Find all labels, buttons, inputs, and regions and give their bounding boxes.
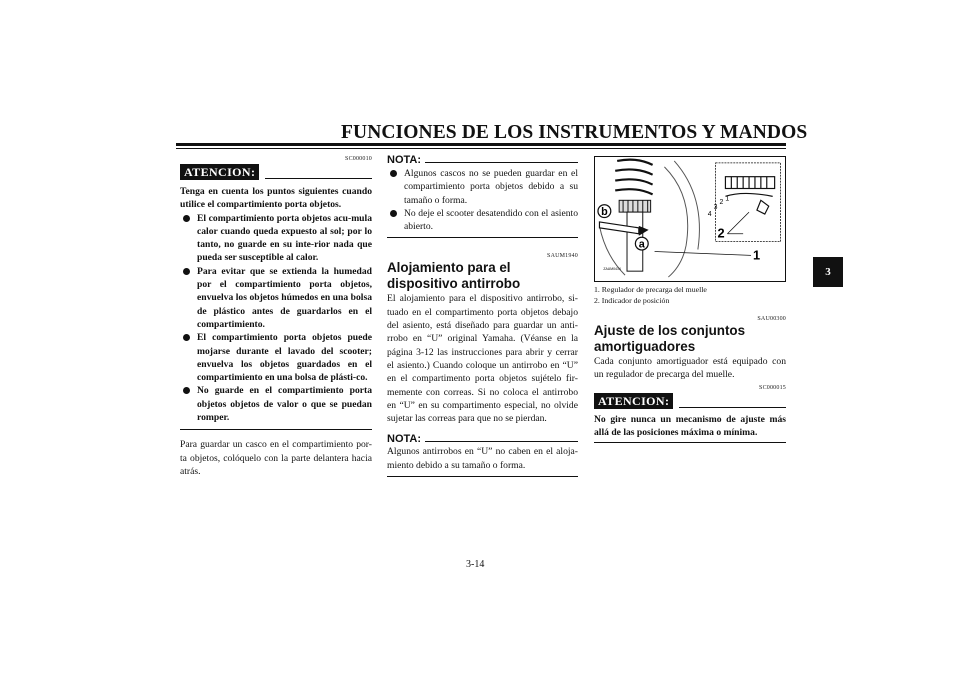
scale-mark: 4 [707, 211, 712, 219]
caution-badge: ATENCION: [180, 164, 259, 180]
caution-list [180, 212, 372, 425]
caution-item: El compartimiento porta objetos acu-mula calor cuando queda expuesto al sol; por lo tanto, no guarde en su inte-rior nada que pueda ser susceptible al calor. [180, 212, 372, 265]
reference-code: SC000015 [759, 384, 786, 391]
page-title: FUNCIONES DE LOS INSTRUMENTOS Y MANDOS [341, 122, 808, 143]
adjuster-ring [619, 200, 650, 212]
nota-label: NOTA: [387, 433, 422, 446]
header-rule [176, 143, 786, 146]
reference-code: SAU00300 [757, 316, 786, 322]
scale-mark: 1 [725, 195, 730, 203]
caution-rule [265, 178, 372, 179]
antitheft-paragraph: El alojamiento para el dispositivo antirrobo, si-tuado en el compartimento porta objetos debajo del asiento, está diseñado para guardar un anti-rrobo en “U” original Yamaha. (Véanse en la página 3-12 las instrucciones para abrir y cerrar el asiento.) Cuando coloque un antirrobo en “U” en el compartimento porta objetos sujételo fir-memente con correas. Si no coloca el antirrobo en “U” en su compartimento especial, no olvide sujetar las correas para que no se pierdan. [387, 293, 578, 425]
section-heading: Alojamiento para el dispositivo antirrobo [387, 260, 521, 291]
section-divider [180, 429, 372, 430]
caution-text: No gire nunca un mecanismo de ajuste más allá de las posiciones máxima o mínima. [594, 413, 786, 438]
caution-rule [679, 407, 786, 408]
section-divider [387, 476, 578, 477]
chapter-tab[interactable]: 3 [813, 257, 843, 287]
caution-item: Para evitar que se extienda la humedad por el compartimiento porta objetos, envuelva los objetos húmedos en una bolsa de plástico antes de guardarlos en el compartimiento. [180, 265, 372, 331]
bullet-icon [390, 170, 397, 177]
nota-item: No deje el scooter desatendido con el asiento abierto. [387, 207, 578, 234]
nota-item: Algunos cascos no se pueden guardar en el compartimiento porta objetos debido a su tamaño o forma. [387, 167, 578, 207]
callout-label: 2 [717, 225, 725, 241]
figure-code: ZAUM0414 [603, 267, 621, 272]
column-1 [180, 156, 372, 478]
scale-mark: 2 [719, 199, 724, 207]
caution-badge: ATENCION: [594, 393, 673, 409]
bullet-icon [390, 210, 397, 217]
column-3 [594, 156, 786, 443]
section-divider [594, 442, 786, 443]
column-2 [387, 154, 578, 477]
bullet-icon [183, 215, 190, 222]
shock-absorber-figure [594, 156, 786, 282]
bullet-icon [183, 387, 190, 394]
section-heading: Ajuste de los conjuntos amortiguadores [594, 323, 746, 354]
callout-label: a [638, 238, 645, 251]
shock-paragraph: Cada conjunto amortiguador está equipado con un regulador de precarga del muelle. [594, 356, 786, 381]
nota-rule [425, 441, 578, 442]
nota-label: NOTA: [387, 154, 422, 166]
page-number: 3-14 [466, 559, 485, 570]
bullet-icon [183, 334, 190, 341]
figure-caption: 1. Regulador de precarga del muelle 2. Indicador de posición [594, 285, 707, 305]
nota-text: Algunos antirrobos en “U” no caben en el aloja-miento debido a su tamaño o forma. [387, 446, 578, 471]
bullet-icon [183, 268, 190, 275]
nota-list [387, 167, 578, 233]
scale-mark: 3 [713, 204, 718, 212]
callout-label: b [601, 206, 608, 219]
caution-item: El compartimiento porta objetos puede mojarse durante el lavado del scooter; envuelva los objetos guardados en el compartimiento en una bolsa de plásti-co. [180, 331, 372, 384]
callout-label: 1 [752, 247, 761, 263]
header-rule-thin [176, 148, 786, 149]
reference-code: SC000010 [345, 156, 372, 162]
caution-item: No guarde en el compartimiento porta objetos objetos de valor o que se puedan romper. [180, 384, 372, 424]
section-divider [387, 237, 578, 238]
caution-intro: Tenga en cuenta los puntos siguientes cuando utilice el compartimiento porta objetos. [180, 186, 372, 211]
reference-code: SAUM1940 [547, 253, 578, 260]
nota-rule [425, 162, 578, 163]
helmet-paragraph: Para guardar un casco en el compartimiento por-ta objetos, colóquelo con la parte delantera hacia atrás. [180, 439, 372, 477]
